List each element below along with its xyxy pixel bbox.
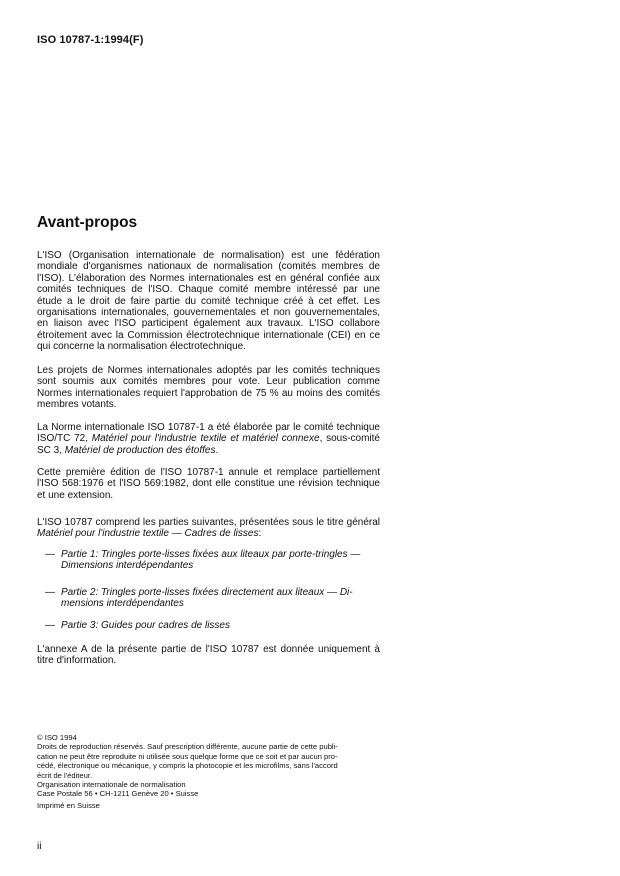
part-2-line-1: Partie 2: Tringles porte-lisses fixées directement aux liteaux — Di- bbox=[61, 587, 353, 598]
committee-title-b: Matériel de production des étoffes bbox=[64, 444, 216, 456]
paragraph-committee bbox=[37, 422, 380, 456]
postal-address: Case Postale 56 • CH-1211 Genève 20 • Suisse bbox=[37, 789, 199, 799]
committee-text-a: La Norme internationale ISO 10787-1 a été élaborée par le comité technique ISO/TC 72, bbox=[37, 422, 380, 445]
list-item-part-3 bbox=[45, 620, 380, 631]
rights-line-2: cation ne peut être reproduite ni utilisée sous quelque forme que ce soit et par aucun pro- bbox=[37, 751, 338, 761]
rights-line-4: écrit de l'éditeur. bbox=[37, 770, 93, 780]
printed-in: Imprimé en Suisse bbox=[37, 800, 100, 810]
list-dash: — bbox=[45, 549, 55, 560]
paragraph-iso-intro: L'ISO (Organisation internationale de normalisation) est une fédération mondiale d'organismes nationaux de normalisation (comités membres de l'ISO). L'élaboration des Normes internationales est en général confiée aux comités techniques de l'ISO. Chaque comité membre intéressé par une étude a le droit de faire partie du comité technique créé à cet effet. Les organisations internationales, gouvernementales et non gouvernementales, en liaison avec l'ISO participent également aux travaux. L'ISO collabore étroitement avec la Commission électrotechnique internationale (CEI) en ce qui concerne la normalisation électrotechnique. bbox=[37, 250, 380, 353]
copyright-line: © ISO 1994 bbox=[37, 733, 77, 742]
part-2-line-2: mensions interdépendantes bbox=[61, 598, 184, 610]
document-id: ISO 10787-1:1994(F) bbox=[37, 34, 144, 46]
list-item-part-2 bbox=[45, 587, 380, 610]
part-1-line-1: Partie 1: Tringles porte-lisses fixées aux liteaux par porte-tringles — bbox=[61, 549, 361, 560]
rights-line-3: cédé, électronique ou mécanique, y compris la photocopie et les microfilms, sans l'accord bbox=[37, 761, 338, 771]
part-1-line-2: Dimensions interdépendantes bbox=[61, 560, 194, 572]
page-number: ii bbox=[37, 841, 42, 852]
committee-text-b: , sous-comité SC 3, bbox=[37, 433, 380, 456]
parts-general-title: Matériel pour l'industrie textile — Cadres de lisses bbox=[37, 528, 259, 540]
committee-title-a: Matériel pour l'industrie textile et matériel connexe bbox=[91, 433, 320, 445]
rights-line-1: Droits de reproduction réservés. Sauf prescription différente, aucune partie de cette publi- bbox=[37, 742, 338, 752]
paragraph-parts-intro bbox=[37, 517, 380, 540]
list-dash: — bbox=[45, 587, 55, 598]
organization-name: Organisation internationale de normalisation bbox=[37, 780, 186, 790]
paragraph-annex: L'annexe A de la présente partie de l'ISO 10787 est donnée uniquement à titre d'information. bbox=[37, 644, 380, 667]
list-dash: — bbox=[45, 620, 55, 631]
part-3-line-1: Partie 3: Guides pour cadres de lisses bbox=[61, 620, 230, 631]
committee-text-c: . bbox=[215, 444, 219, 456]
paragraph-draft-standards: Les projets de Normes internationales adoptés par les comités techniques sont soumis aux comités membres pour vote. Leur publication comme Normes internationales requiert l'approbation de 75 % au moins des comités membres votants. bbox=[37, 365, 380, 411]
copyright-block bbox=[37, 733, 380, 810]
section-title: Avant-propos bbox=[37, 214, 138, 231]
parts-intro-text: L'ISO 10787 comprend les parties suivantes, présentées sous le titre général bbox=[37, 517, 380, 528]
paragraph-edition: Cette première édition de l'ISO 10787-1 annule et remplace partiellement l'ISO 568:1976 et l'ISO 569:1982, dont elle constitue une révision technique et une extension. bbox=[37, 467, 380, 501]
parts-intro-colon: : bbox=[258, 528, 262, 540]
list-item-part-1 bbox=[45, 549, 380, 572]
